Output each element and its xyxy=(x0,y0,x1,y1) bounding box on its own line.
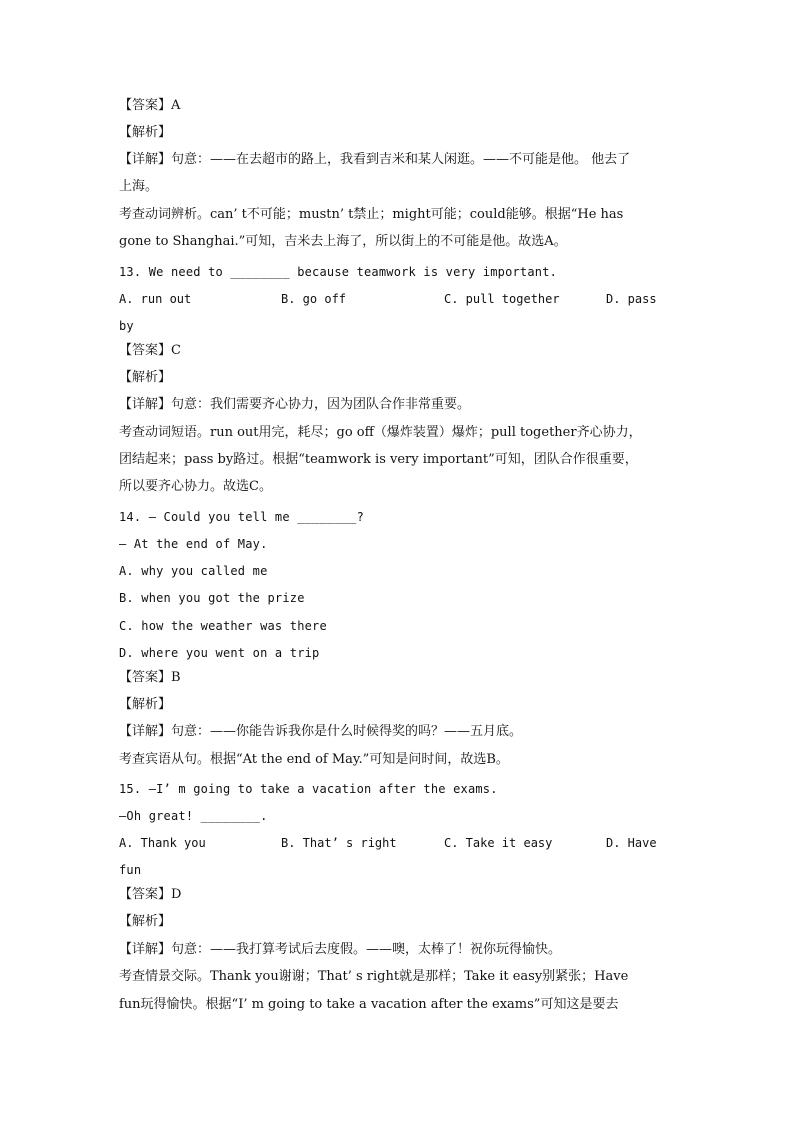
q14-detail: 【详解】句意：——你能告诉我你是什么时候得奖的吗？——五月底。 xyxy=(119,724,523,739)
q13-answer: 【答案】C xyxy=(119,343,181,358)
q15-option-d: D. Have xyxy=(606,836,657,850)
q15-answer: 【答案】D xyxy=(119,887,182,902)
q12-analysis-heading: 【解析】 xyxy=(119,125,172,140)
q12-explanation-line-1: 考查动词辨析。can’ t不可能；mustn’ t禁止；might可能；could能够。根据“He has xyxy=(119,207,624,222)
q13-explanation-line-3: 所以要齐心协力。故选C。 xyxy=(119,479,272,494)
q12-detail-line-2: 上海。 xyxy=(119,179,159,194)
q14-option-d: D. where you went on a trip xyxy=(119,646,320,660)
q15-option-b: B. That’ s right xyxy=(281,836,397,850)
q13-option-b: B. go off xyxy=(281,292,347,306)
q14-option-a: A. why you called me xyxy=(119,564,268,578)
q14-reply: — At the end of May. xyxy=(119,537,268,551)
q13-option-a: A. run out xyxy=(119,292,192,306)
q14-stem: 14. — Could you tell me ________? xyxy=(119,510,365,524)
q14-explanation: 考查宾语从句。根据“At the end of May.”可知是问时间，故选B。 xyxy=(119,752,509,767)
q15-analysis-heading: 【解析】 xyxy=(119,914,172,929)
q13-analysis-heading: 【解析】 xyxy=(119,370,172,385)
q14-answer: 【答案】B xyxy=(119,670,181,685)
q15-explanation-line-2: fun玩得愉快。根据“I’ m going to take a vacation after the exams”可知这是要去 xyxy=(119,997,619,1012)
q13-detail: 【详解】句意：我们需要齐心协力，因为团队合作非常重要。 xyxy=(119,397,471,412)
q13-option-d: D. pass xyxy=(606,292,657,306)
q14-option-b: B. when you got the prize xyxy=(119,591,305,605)
q15-detail: 【详解】句意：——我打算考试后去度假。——噢，太棒了！祝你玩得愉快。 xyxy=(119,942,562,957)
q13-stem: 13. We need to ________ because teamwork is very important. xyxy=(119,265,558,279)
q12-detail-line-1: 【详解】句意：——在去超市的路上，我看到吉米和某人闲逛。——不可能是他。 他去了 xyxy=(119,152,631,167)
q15-reply: —Oh great! ________. xyxy=(119,809,268,823)
q13-option-d-continued: by xyxy=(119,319,134,333)
q15-stem: 15. —I’ m going to take a vacation after the exams. xyxy=(119,782,498,796)
q15-option-c: C. Take it easy xyxy=(444,836,553,850)
q15-option-d-continued: fun xyxy=(119,863,142,877)
q14-option-c: C. how the weather was there xyxy=(119,619,327,633)
q12-explanation-line-2: gone to Shanghai.”可知，吉米去上海了，所以街上的不可能是他。故选A。 xyxy=(119,234,567,249)
q13-explanation-line-1: 考查动词短语。run out用完，耗尽；go off（爆炸装置）爆炸；pull together齐心协力， xyxy=(119,425,642,440)
q13-option-c: C. pull together xyxy=(444,292,560,306)
q14-analysis-heading: 【解析】 xyxy=(119,697,172,712)
q13-explanation-line-2: 团结起来；pass by路过。根据“teamwork is very important”可知，团队合作很重要， xyxy=(119,452,638,467)
q15-explanation-line-1: 考查情景交际。Thank you谢谢；That’ s right就是那样；Take it easy别紧张；Have xyxy=(119,969,629,984)
q15-option-a: A. Thank you xyxy=(119,836,206,850)
q12-answer: 【答案】A xyxy=(119,98,181,113)
